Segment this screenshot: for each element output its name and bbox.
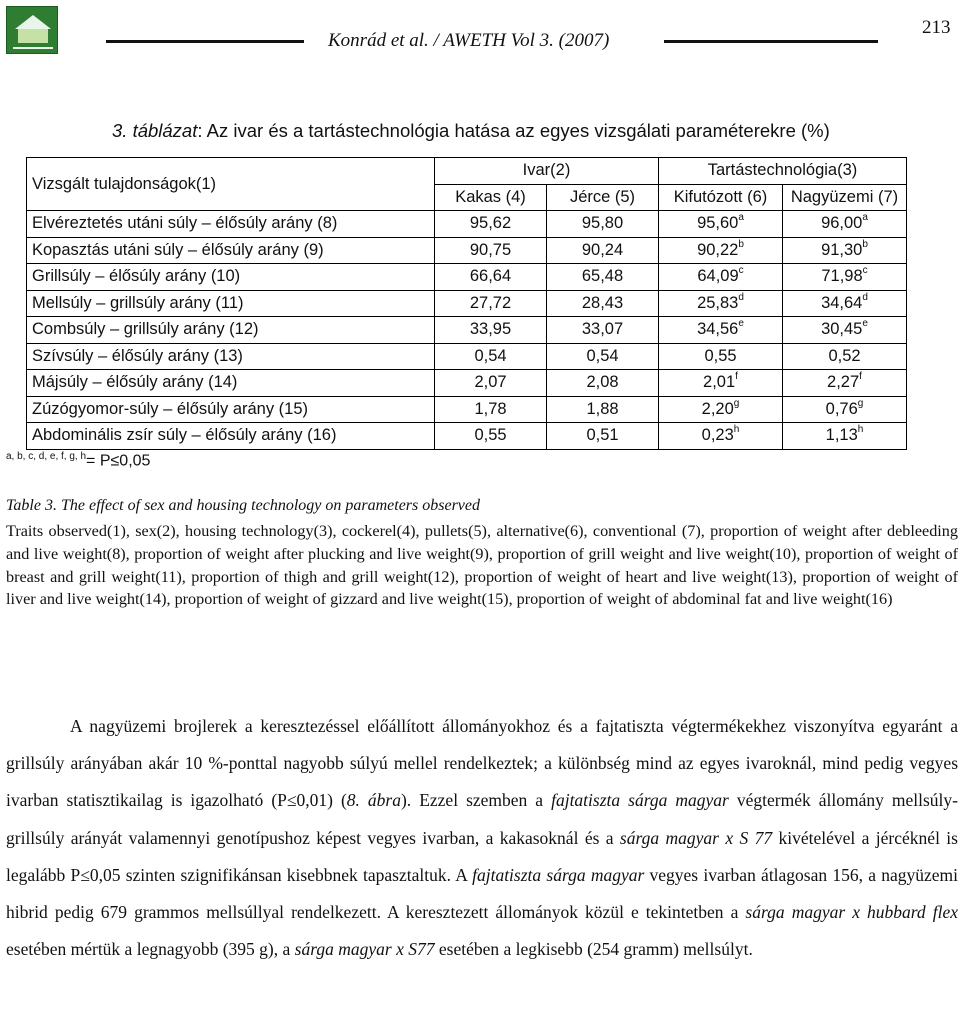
cell-conventional xyxy=(783,343,907,370)
header-traits: Vizsgált tulajdonságok(1) xyxy=(27,158,435,211)
cell-cockerel xyxy=(435,317,547,344)
italic-term: sárga magyar x hubbard flex xyxy=(745,902,958,923)
italic-term: fajtatiszta sárga magyar xyxy=(472,864,645,885)
cell-conventional xyxy=(783,290,907,317)
cell-alternative xyxy=(659,370,783,397)
cell-cockerel xyxy=(435,396,547,423)
row-label xyxy=(27,237,435,264)
table-row xyxy=(27,264,907,291)
row-label-value: Combsúly – grillsúly arány (12) xyxy=(32,320,259,339)
cell-pullets-value: 90,24 xyxy=(581,240,624,259)
significance-letter: d xyxy=(862,291,868,303)
italic-term: sárga magyar x S 77 xyxy=(619,827,773,848)
text-run: vegyes ivarban átlagosan 156, a nagyüzemi hibrid pedig 679 grammos mellsúllyal rendelkezett. A keresztezett állományok közül e tekintetben a xyxy=(6,864,958,923)
cell-alternative xyxy=(659,211,783,238)
cell-conventional-value: 2,27 xyxy=(827,373,860,392)
row-label xyxy=(27,317,435,344)
table-row xyxy=(27,290,907,317)
cell-alternative xyxy=(659,396,783,423)
cell-cockerel xyxy=(435,423,547,450)
significance-letter: g xyxy=(733,397,740,409)
cell-conventional-value: 34,64 xyxy=(821,293,863,312)
cell-cockerel-value: 2,07 xyxy=(474,373,507,392)
body-paragraph xyxy=(6,708,958,968)
cell-cockerel-value: 90,75 xyxy=(469,240,512,259)
cell-cockerel-value: 27,72 xyxy=(469,293,512,312)
cell-cockerel xyxy=(435,211,547,238)
cell-conventional-value: 0,76 xyxy=(825,399,858,418)
text-run: ). Ezzel szemben a xyxy=(400,790,552,811)
cell-alternative xyxy=(659,237,783,264)
cell-conventional xyxy=(783,211,907,238)
row-label-value: Grillsúly – élősúly arány (10) xyxy=(32,267,241,286)
cell-cockerel xyxy=(435,290,547,317)
text-run: A nagyüzemi brojlerek a keresztezéssel előállított állományokhoz és a fajtatiszta végtermékekhez viszonyítva egyaránt a grillsúly arányában akár 10 %-ponttal nagyobb súlyú mellel rendelkeztek; a különbség mind az egyes ivaroknál, mind pedig vegyes ivarban statisztikailag is igazolható (P≤0,01) ( xyxy=(6,716,958,811)
significance-letter: d xyxy=(738,291,744,303)
significance-letter: e xyxy=(738,318,744,330)
row-label-value: Májsúly – élősúly arány (14) xyxy=(32,373,238,392)
cell-conventional-value: 71,98 xyxy=(821,267,863,286)
cell-alternative-value: 34,56 xyxy=(697,320,739,339)
row-label-value: Elvéreztetés utáni súly – élősúly arány (8) xyxy=(32,214,338,233)
row-label xyxy=(27,343,435,370)
cell-conventional xyxy=(783,370,907,397)
text-run: végtermék állomány mellsúly-grillsúly arányát valamennyi genotípushoz képest vegyes ivarban, a kakasoknál és a xyxy=(6,790,958,848)
cell-pullets xyxy=(547,343,659,370)
significance-letter: g xyxy=(857,397,864,409)
running-title: Konrád et al. / AWETH Vol 3. (2007) xyxy=(328,30,610,51)
significance-letter: f xyxy=(859,371,862,383)
row-label xyxy=(27,396,435,423)
significance-letter: b xyxy=(738,238,744,250)
cell-cockerel-value: 1,78 xyxy=(474,399,507,418)
cell-alternative-value: 95,60 xyxy=(697,214,739,233)
table-row xyxy=(27,396,907,423)
cell-pullets-value: 95,80 xyxy=(581,214,624,233)
significance-letter: c xyxy=(862,265,868,277)
cell-pullets-value: 0,51 xyxy=(586,426,619,445)
cell-pullets-value: 28,43 xyxy=(581,293,624,312)
cell-conventional-value: 91,30 xyxy=(821,240,863,259)
significance-letter: h xyxy=(857,424,864,436)
cell-cockerel xyxy=(435,264,547,291)
significance-letter: e xyxy=(862,318,868,330)
italic-term: sárga magyar x S77 xyxy=(294,939,435,960)
cell-pullets-value: 2,08 xyxy=(586,373,619,392)
header-sex: Ivar(2) xyxy=(435,158,659,185)
header-rule-left xyxy=(106,40,304,43)
cell-cockerel-value: 33,95 xyxy=(469,320,512,339)
cell-pullets-value: 0,54 xyxy=(586,346,619,365)
text-run: esetében a legkisebb (254 gramm) mellsúlyt. xyxy=(434,939,753,960)
cell-pullets xyxy=(547,264,659,291)
cell-alternative xyxy=(659,290,783,317)
row-label-value: Mellsúly – grillsúly arány (11) xyxy=(32,293,244,312)
row-label-value: Szívsúly – élősúly arány (13) xyxy=(32,346,243,365)
cell-cockerel-value: 66,64 xyxy=(469,267,512,286)
row-label-value: Kopasztás utáni súly – élősúly arány (9) xyxy=(32,240,324,259)
footnote-letters: a, b, c, d, e, f, g, h xyxy=(6,451,87,462)
journal-logo-icon xyxy=(6,6,58,54)
header-housing: Tartástechnológia(3) xyxy=(659,158,907,185)
cell-conventional-value: 30,45 xyxy=(821,320,863,339)
row-label xyxy=(27,211,435,238)
row-label xyxy=(27,423,435,450)
table-row xyxy=(27,343,907,370)
cell-cockerel xyxy=(435,237,547,264)
table-footnote xyxy=(6,451,150,470)
header-pullets: Jérce (5) xyxy=(547,184,659,211)
significance-letter: f xyxy=(735,371,738,383)
cell-conventional-value: 0,52 xyxy=(828,346,861,365)
cell-pullets xyxy=(547,211,659,238)
cell-pullets xyxy=(547,290,659,317)
cell-cockerel-value: 0,55 xyxy=(474,426,507,445)
header-conventional: Nagyüzemi (7) xyxy=(783,184,907,211)
significance-letter: b xyxy=(862,238,868,250)
cell-pullets xyxy=(547,396,659,423)
cell-pullets-value: 1,88 xyxy=(586,399,619,418)
cell-alternative xyxy=(659,343,783,370)
row-label-value: Zúzógyomor-súly – élősúly arány (15) xyxy=(32,399,309,418)
cell-conventional xyxy=(783,423,907,450)
cell-cockerel xyxy=(435,370,547,397)
table-row xyxy=(27,370,907,397)
table-row xyxy=(27,423,907,450)
english-legend: Traits observed(1), sex(2), housing technology(3), cockerel(4), pullets(5), alternative(6), conventional (7), proportion of weight after debleeding and live weight(8), proportion of weight after plucking and live weight(9), proportion of grill weight and live weight(10), proportion of weight of breast and grill weight(11), proportion of thigh and grill weight(12), proportion of weight of heart and live weight(13), proportion of weight of liver and live weight(14), proportion of weight of gizzard and live weight(15), proportion of weight of abdominal fat and live weight(16) xyxy=(6,522,958,609)
cell-conventional xyxy=(783,264,907,291)
cell-conventional-value: 1,13 xyxy=(825,426,858,445)
table-caption xyxy=(112,120,830,142)
cell-alternative-value: 0,23 xyxy=(701,426,734,445)
row-label xyxy=(27,370,435,397)
cell-pullets-value: 33,07 xyxy=(581,320,624,339)
table-row xyxy=(27,237,907,264)
table-caption-text: : Az ivar és a tartástechnológia hatása az egyes vizsgálati paraméterekre (%) xyxy=(197,120,830,141)
cell-alternative xyxy=(659,317,783,344)
table-row xyxy=(27,317,907,344)
cell-alternative-value: 2,20 xyxy=(701,399,734,418)
cell-conventional xyxy=(783,396,907,423)
cell-alternative-value: 0,55 xyxy=(704,346,737,365)
text-run: kivételével a jércéknél is legalább P≤0,05 szinten szignifikánsan kisebbnek tapasztaltuk. A xyxy=(6,827,958,885)
header-alternative: Kifutózott (6) xyxy=(659,184,783,211)
results-table xyxy=(26,157,907,450)
cell-alternative xyxy=(659,264,783,291)
row-label-value: Abdominális zsír súly – élősúly arány (16) xyxy=(32,426,337,445)
cell-conventional xyxy=(783,317,907,344)
cell-pullets xyxy=(547,370,659,397)
cell-alternative-value: 2,01 xyxy=(703,373,736,392)
cell-pullets-value: 65,48 xyxy=(581,267,624,286)
row-label xyxy=(27,264,435,291)
header-rule-right xyxy=(664,40,878,43)
row-label xyxy=(27,290,435,317)
cell-pullets xyxy=(547,317,659,344)
table-header-row-1 xyxy=(27,158,907,185)
header-cockerel: Kakas (4) xyxy=(435,184,547,211)
table-caption-prefix: 3. táblázat xyxy=(112,120,198,141)
significance-letter: c xyxy=(738,265,744,277)
text-run: esetében mértük a legnagyobb (395 g), a xyxy=(6,939,295,960)
cell-conventional-value: 96,00 xyxy=(821,214,863,233)
page-number: 213 xyxy=(922,17,951,38)
significance-letter: a xyxy=(862,212,868,224)
cell-alternative-value: 25,83 xyxy=(697,293,739,312)
significance-letter: h xyxy=(733,424,740,436)
cell-alternative xyxy=(659,423,783,450)
footnote-text: = P≤0,05 xyxy=(86,452,151,470)
significance-letter: a xyxy=(738,212,744,224)
cell-alternative-value: 64,09 xyxy=(697,267,739,286)
cell-cockerel-value: 0,54 xyxy=(474,346,507,365)
figure-reference: 8. ábra xyxy=(346,790,401,811)
cell-cockerel xyxy=(435,343,547,370)
italic-term: fajtatiszta sárga magyar xyxy=(551,790,729,811)
cell-alternative-value: 90,22 xyxy=(697,240,739,259)
cell-pullets xyxy=(547,423,659,450)
table-row xyxy=(27,211,907,238)
cell-conventional xyxy=(783,237,907,264)
cell-pullets xyxy=(547,237,659,264)
english-caption: Table 3. The effect of sex and housing technology on parameters observed xyxy=(6,497,480,514)
cell-cockerel-value: 95,62 xyxy=(469,214,512,233)
